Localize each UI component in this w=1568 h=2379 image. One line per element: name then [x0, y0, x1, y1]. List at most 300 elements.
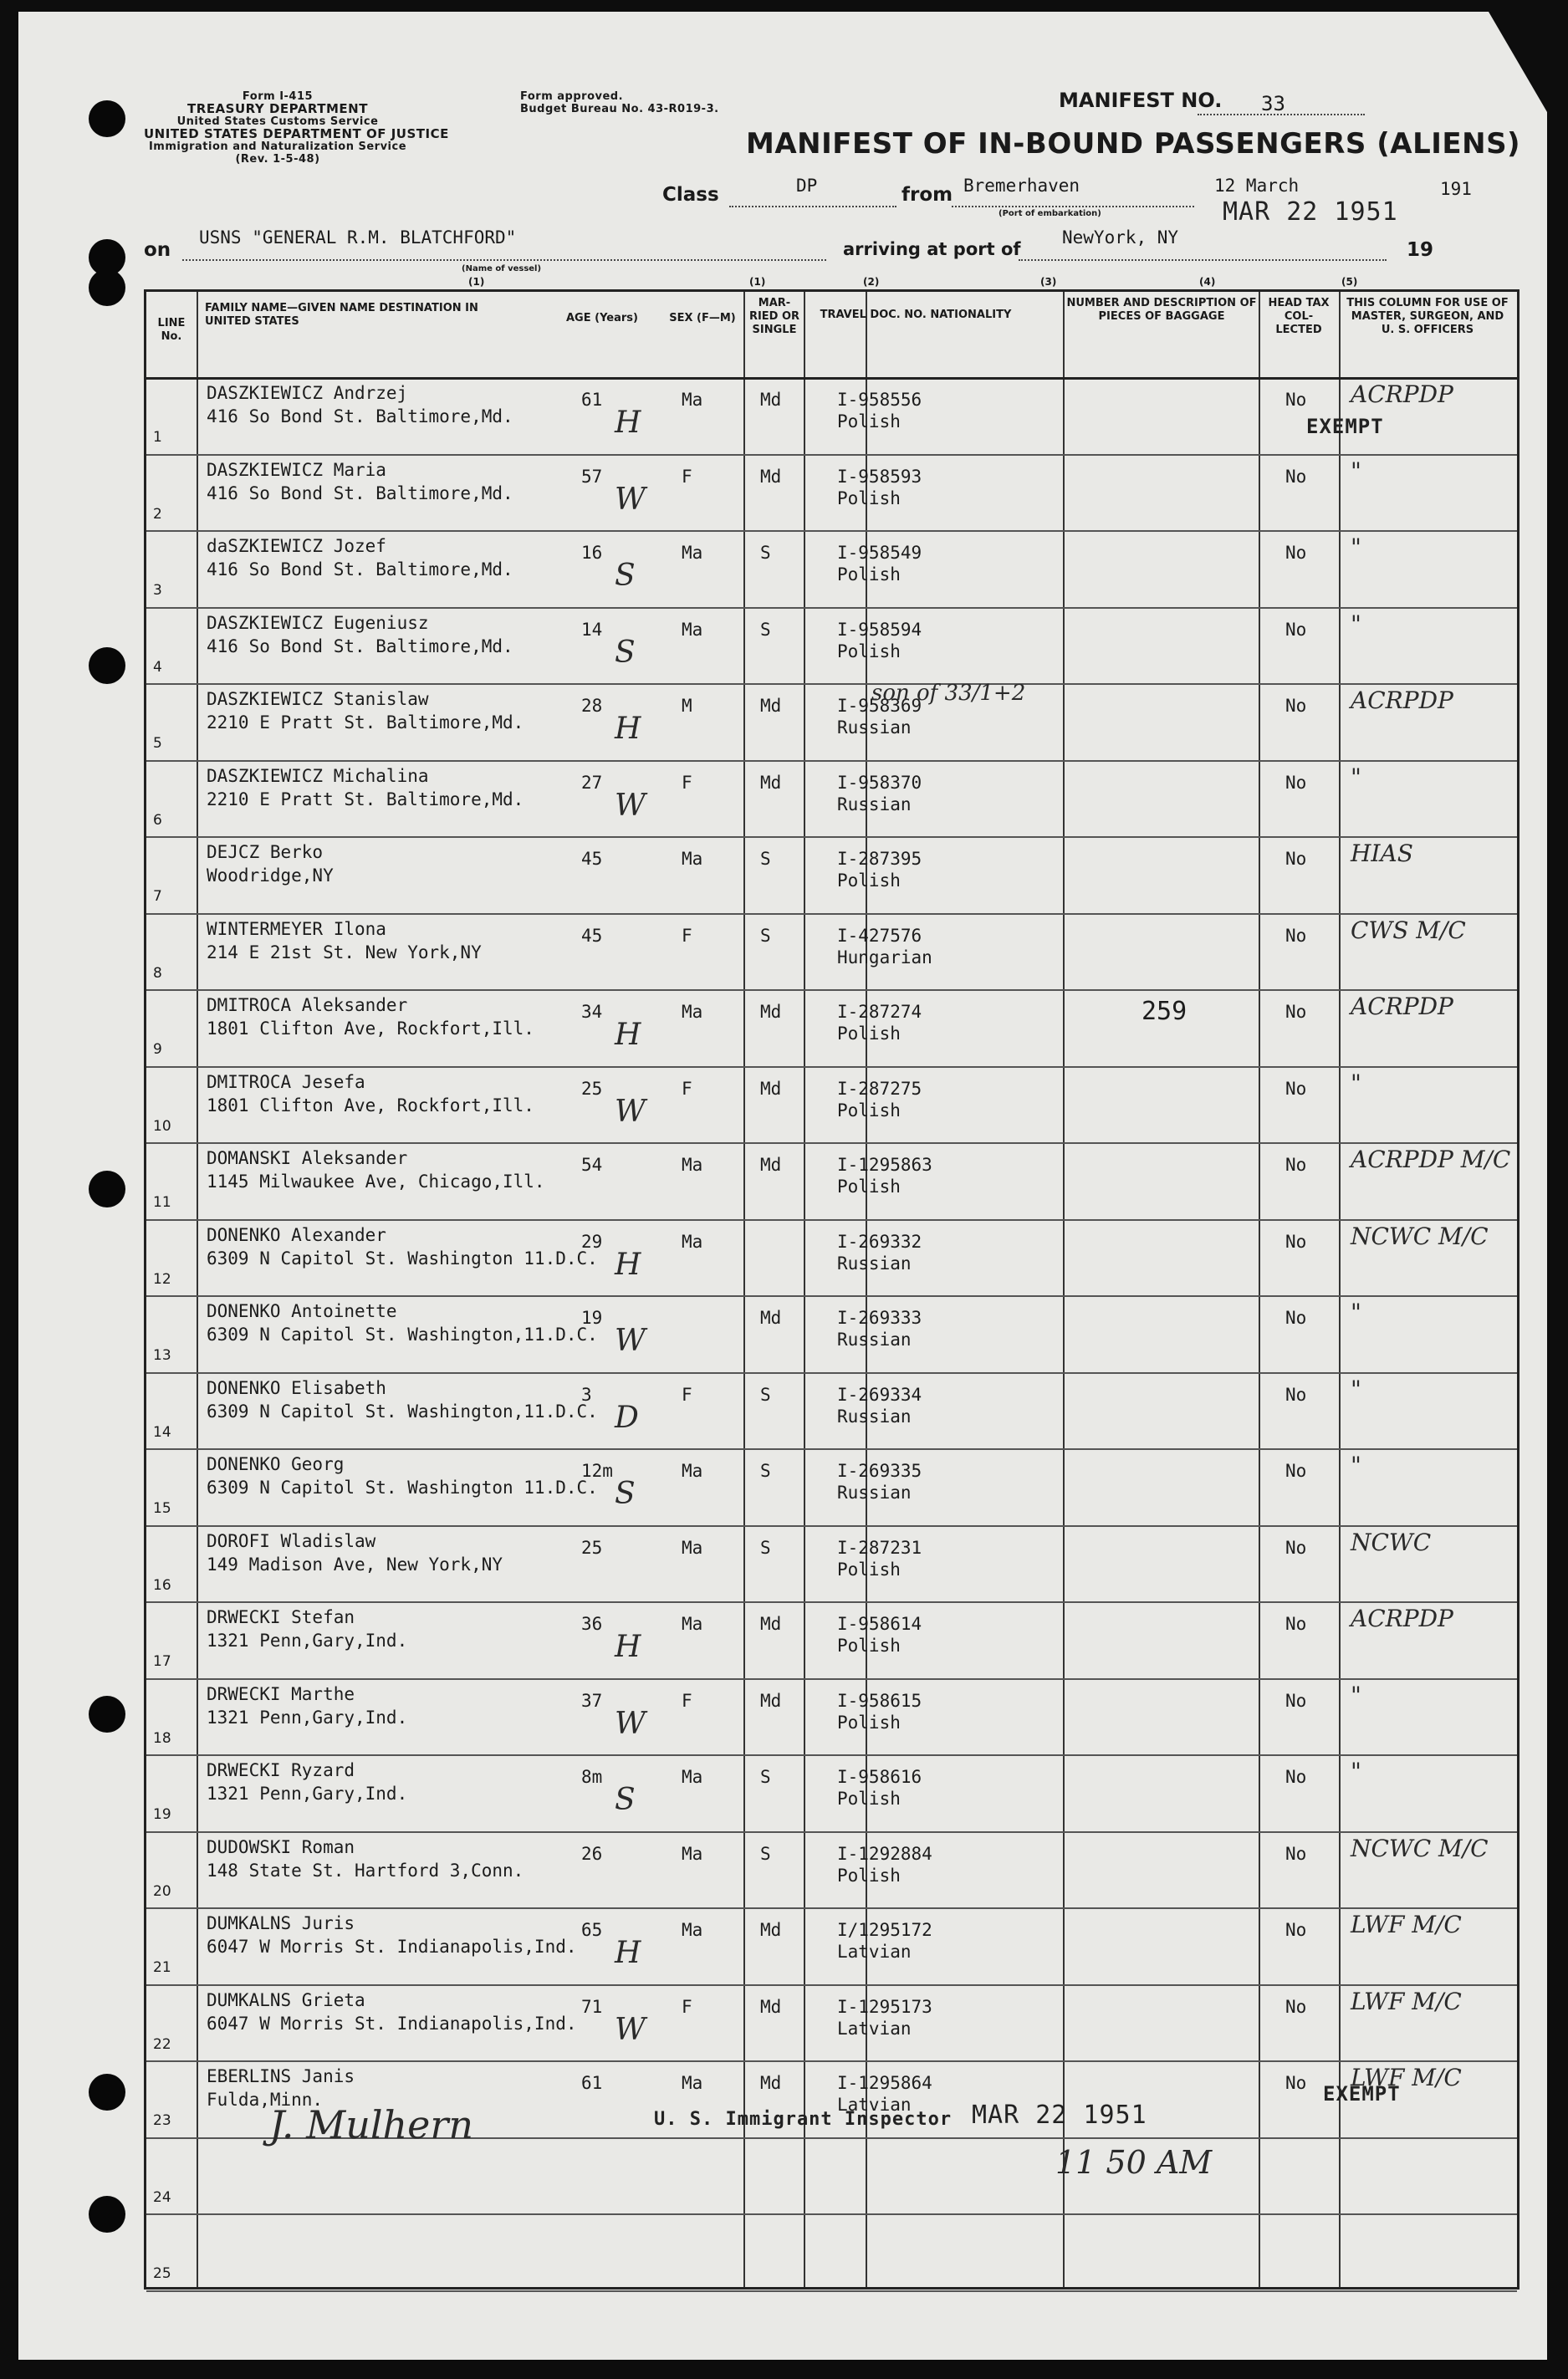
age: 37	[581, 1690, 603, 1711]
age: 45	[581, 849, 603, 869]
officer-note: CWS M/C	[1351, 916, 1466, 944]
officer-note: "	[1351, 1758, 1361, 1785]
punch-hole	[89, 2074, 125, 2111]
travel-doc-no: I-958556	[837, 390, 922, 410]
line-number: 7	[153, 888, 162, 905]
marital-status: Md	[760, 466, 782, 487]
head-tax: No	[1285, 1461, 1307, 1481]
sex: Ma	[682, 2073, 703, 2093]
age: 36	[581, 1614, 603, 1634]
marital-status: Md	[760, 1078, 782, 1099]
class-line	[729, 206, 896, 207]
nationality: Polish	[837, 1177, 901, 1197]
treasury-dept: TREASURY DEPARTMENT	[187, 101, 368, 116]
sex: Ma	[682, 1537, 703, 1558]
nationality: Polish	[837, 564, 901, 585]
travel-doc-no: I-1295173	[837, 1996, 932, 2017]
exempt-stamp: EXEMPT	[1323, 2082, 1401, 2106]
age: 3	[581, 1384, 592, 1405]
table-row	[146, 1142, 1517, 1221]
punch-hole	[89, 1171, 125, 1207]
sex: F	[682, 1384, 692, 1405]
travel-doc-no: I-958614	[837, 1614, 922, 1634]
inspector-mark: W	[615, 1324, 646, 1358]
head-tax: No	[1285, 543, 1307, 563]
header-travel-doc: TRAVEL DOC. NO. NATIONALITY	[820, 309, 1012, 321]
passenger-name: DEJCZ Berko	[207, 842, 324, 862]
travel-doc-no: I-287231	[837, 1537, 922, 1558]
punch-hole	[89, 1696, 125, 1733]
inspector-mark: S	[615, 559, 636, 593]
from-year: 191	[1440, 179, 1472, 199]
from-label: from	[901, 184, 953, 206]
sex: F	[682, 1078, 692, 1099]
age: 54	[581, 1155, 603, 1175]
line-number: 17	[153, 1653, 171, 1670]
officer-note: "	[1351, 1299, 1361, 1326]
marital-status: S	[760, 619, 771, 640]
marital-status: Md	[760, 1996, 782, 2017]
officer-note: NCWC M/C	[1351, 1834, 1489, 1862]
nationality: Polish	[837, 1865, 901, 1886]
table-row	[146, 607, 1517, 686]
passenger-name: DMITROCA Jesefa	[207, 1071, 365, 1092]
sex: Ma	[682, 619, 703, 640]
destination: 1321 Penn,Gary,Ind.	[207, 1784, 408, 1804]
head-tax: No	[1285, 696, 1307, 716]
sex: F	[682, 1996, 692, 2017]
nationality: Polish	[837, 1712, 901, 1733]
officer-note: "	[1351, 1681, 1361, 1709]
table-row	[146, 2137, 1517, 2216]
destination: 1801 Clifton Ave, Rockfort,Ill.	[207, 1018, 534, 1039]
marital-status: Md	[760, 1920, 782, 1940]
sex: Ma	[682, 1231, 703, 1252]
nationality: Russian	[837, 794, 912, 814]
destination: 6047 W Morris St. Indianapolis,Ind.	[207, 1937, 577, 1957]
sex: Ma	[682, 1002, 703, 1022]
table-row	[146, 1525, 1517, 1604]
destination: 2210 E Pratt St. Baltimore,Md.	[207, 789, 524, 809]
table-row	[146, 1448, 1517, 1527]
destination: 1321 Penn,Gary,Ind.	[207, 1707, 408, 1728]
sex: Ma	[682, 1461, 703, 1481]
travel-doc-no: I-287395	[837, 849, 922, 869]
nationality: Polish	[837, 870, 901, 891]
age: 16	[581, 543, 603, 563]
head-tax: No	[1285, 1231, 1307, 1252]
travel-doc-no: I/1295172	[837, 1920, 932, 1940]
col-number: (1)	[468, 276, 485, 288]
sex: Ma	[682, 1843, 703, 1864]
passenger-name: DASZKIEWICZ Eugeniusz	[207, 612, 429, 633]
form-agency-block	[144, 90, 449, 166]
head-tax: No	[1285, 1996, 1307, 2017]
head-tax: No	[1285, 1614, 1307, 1634]
table-row	[146, 683, 1517, 762]
table-header	[146, 292, 1517, 380]
officer-note: ACRPDP	[1351, 993, 1453, 1020]
inspector-mark: H	[615, 1247, 641, 1282]
passenger-name: DOMANSKI Aleksander	[207, 1148, 408, 1168]
travel-doc-no: I-1295863	[837, 1155, 932, 1175]
marital-status: S	[760, 1767, 771, 1787]
travel-doc-no: I-427576	[837, 925, 922, 946]
class-value: DP	[796, 176, 818, 196]
nationality: Russian	[837, 1330, 912, 1350]
line-number: 19	[153, 1806, 171, 1823]
table-row	[146, 1601, 1517, 1680]
travel-doc-no: I-269332	[837, 1231, 922, 1252]
nationality: Russian	[837, 1406, 912, 1427]
col-number: (4)	[1199, 276, 1216, 288]
age: 8m	[581, 1767, 603, 1787]
head-tax: No	[1285, 1690, 1307, 1711]
passenger-name: DRWECKI Stefan	[207, 1607, 355, 1627]
destination: 1145 Milwaukee Ave, Chicago,Ill.	[207, 1172, 545, 1192]
nationality: Polish	[837, 1559, 901, 1580]
head-tax: No	[1285, 1155, 1307, 1175]
destination: 416 So Bond St. Baltimore,Md.	[207, 482, 513, 503]
header-age: AGE (Years)	[566, 312, 638, 324]
destination: 148 State St. Hartford 3,Conn.	[207, 1860, 524, 1881]
sex: F	[682, 772, 692, 793]
destination: 214 E 21st St. New York,NY	[207, 942, 482, 962]
passenger-name: DRWECKI Ryzard	[207, 1760, 355, 1780]
officer-note: NCWC M/C	[1351, 1222, 1489, 1250]
destination: 416 So Bond St. Baltimore,Md.	[207, 559, 513, 579]
punch-hole	[89, 2196, 125, 2233]
head-tax: No	[1285, 1843, 1307, 1864]
exempt-stamp: EXEMPT	[1306, 415, 1384, 438]
travel-doc-no: I-958370	[837, 772, 922, 793]
sex: Ma	[682, 390, 703, 410]
marital-status: Md	[760, 772, 782, 793]
line-number: 4	[153, 658, 162, 676]
table-row	[146, 1907, 1517, 1986]
travel-doc-no: I-269335	[837, 1461, 922, 1481]
passenger-name: DONENKO Antoinette	[207, 1301, 397, 1321]
port-of-arrival: NewYork, NY	[1062, 227, 1179, 248]
page-corner	[1489, 12, 1547, 112]
destination: Fulda,Minn.	[207, 2090, 324, 2110]
table-row	[146, 1984, 1517, 2063]
destination: 1801 Clifton Ave, Rockfort,Ill.	[207, 1095, 534, 1115]
destination: 6047 W Morris St. Indianapolis,Ind.	[207, 2013, 577, 2034]
officer-note: LWF M/C	[1351, 1911, 1462, 1938]
sex: F	[682, 466, 692, 487]
head-tax: No	[1285, 390, 1307, 410]
head-tax: No	[1285, 466, 1307, 487]
line-number: 5	[153, 735, 162, 752]
officer-note: ACRPDP	[1351, 1605, 1453, 1632]
passenger-name: DRWECKI Marthe	[207, 1683, 355, 1704]
age: 57	[581, 466, 603, 487]
punch-hole	[89, 269, 125, 306]
line-number: 18	[153, 1729, 171, 1747]
table-row	[146, 1754, 1517, 1833]
officer-note: ACRPDP M/C	[1351, 1146, 1511, 1173]
inspector-mark: H	[615, 1630, 641, 1664]
line-number: 14	[153, 1423, 171, 1441]
passenger-name: DONENKO Alexander	[207, 1224, 386, 1245]
inspection-time: 11 50 AM	[1055, 2144, 1213, 2181]
destination: 416 So Bond St. Baltimore,Md.	[207, 636, 513, 656]
passenger-name: DUDOWSKI Roman	[207, 1836, 355, 1857]
table-row	[146, 1295, 1517, 1374]
vessel-line	[182, 259, 826, 261]
marital-status: S	[760, 1843, 771, 1864]
age: 61	[581, 390, 603, 410]
from-line	[952, 206, 1194, 207]
sex: M	[682, 696, 692, 716]
inspector-mark: H	[615, 406, 641, 440]
inspector-mark: W	[615, 788, 646, 823]
age: 26	[581, 1843, 603, 1864]
sex: Ma	[682, 1767, 703, 1787]
officer-note: "	[1351, 1375, 1361, 1403]
age: 27	[581, 772, 603, 793]
embark-caption: (Port of embarkation)	[999, 209, 1101, 218]
travel-doc-no: I-958369	[837, 696, 922, 716]
header-officers: THIS COLUMN FOR USE OF MASTER, SURGEON, AND U. S. OFFICERS	[1346, 297, 1509, 336]
arriving-label: arriving at port of	[843, 239, 1021, 259]
marital-status: Md	[760, 2073, 782, 2093]
travel-doc-no: I-1292884	[837, 1843, 932, 1864]
destination: Woodridge,NY	[207, 865, 334, 886]
table-row	[146, 760, 1517, 839]
nationality: Polish	[837, 411, 901, 431]
sex: Ma	[682, 1614, 703, 1634]
passenger-name: EBERLINS Janis	[207, 2066, 355, 2086]
col-number: (1)	[749, 276, 766, 288]
marital-status: S	[760, 543, 771, 563]
line-number: 10	[153, 1117, 171, 1135]
sex: Ma	[682, 849, 703, 869]
marital-status: Md	[760, 390, 782, 410]
header-name: FAMILY NAME—GIVEN NAME DESTINATION IN UNITED STATES	[205, 302, 478, 328]
line-number: 6	[153, 811, 162, 829]
age: 19	[581, 1308, 603, 1328]
marital-status: S	[760, 1461, 771, 1481]
table-row	[146, 836, 1517, 915]
table-row	[146, 913, 1517, 992]
head-tax: No	[1285, 619, 1307, 640]
passenger-name: DASZKIEWICZ Maria	[207, 459, 386, 480]
table-row	[146, 989, 1517, 1068]
passenger-name: WINTERMEYER Ilona	[207, 918, 386, 939]
destination: 416 So Bond St. Baltimore,Md.	[207, 406, 513, 426]
line-number: 1	[153, 429, 162, 446]
baggage: 259	[1142, 997, 1187, 1026]
nationality: Polish	[837, 1636, 901, 1656]
nationality: Russian	[837, 717, 912, 738]
head-tax: No	[1285, 1308, 1307, 1328]
line-number: 11	[153, 1194, 171, 1211]
table-row	[146, 1066, 1517, 1145]
margin-note: son of 33/1+2	[871, 681, 1026, 706]
officer-note: LWF M/C	[1351, 1987, 1462, 2015]
line-number: 21	[153, 1959, 171, 1976]
passenger-name: DASZKIEWICZ Stanislaw	[207, 689, 429, 709]
passenger-name: DUMKALNS Juris	[207, 1913, 355, 1933]
marital-status: Md	[760, 1155, 782, 1175]
age: 71	[581, 1996, 603, 2017]
inspector-mark: S	[615, 1477, 636, 1511]
travel-doc-no: I-1295864	[837, 2073, 932, 2093]
destination: 6309 N Capitol St. Washington 11.D.C.	[207, 1248, 598, 1269]
sex: Ma	[682, 1920, 703, 1940]
head-tax: No	[1285, 1920, 1307, 1940]
inspector-mark: W	[615, 2012, 646, 2047]
officer-note: "	[1351, 1452, 1361, 1479]
form-approved: Form approved.	[520, 90, 624, 103]
line-number: 25	[153, 2265, 171, 2282]
travel-doc-no: I-287274	[837, 1002, 922, 1022]
officer-note: "	[1351, 457, 1361, 485]
inspector-mark: H	[615, 1018, 641, 1052]
destination: 6309 N Capitol St. Washington,11.D.C.	[207, 1325, 598, 1345]
table-row	[146, 530, 1517, 609]
nationality: Polish	[837, 488, 901, 508]
passenger-name: DMITROCA Aleksander	[207, 995, 408, 1015]
table-row	[146, 1678, 1517, 1757]
line-number: 8	[153, 964, 162, 982]
travel-doc-no: I-269334	[837, 1384, 922, 1405]
header-head-tax: HEAD TAX COL- LECTED	[1268, 297, 1330, 336]
col-number: (3)	[1040, 276, 1057, 288]
budget-bureau: Budget Bureau No. 43-R019-3.	[520, 103, 719, 115]
officer-note: "	[1351, 610, 1361, 638]
marital-status: Md	[760, 1002, 782, 1022]
head-tax: No	[1285, 925, 1307, 946]
marital-status: S	[760, 1384, 771, 1405]
col-number: (5)	[1341, 276, 1358, 288]
marital-status: S	[760, 925, 771, 946]
nationality: Russian	[837, 1483, 912, 1503]
table-row	[146, 454, 1517, 533]
officer-note: LWF M/C	[1351, 2064, 1462, 2091]
marital-status: Md	[760, 1690, 782, 1711]
age: 25	[581, 1537, 603, 1558]
head-tax: No	[1285, 849, 1307, 869]
age: 34	[581, 1002, 603, 1022]
destination: 6309 N Capitol St. Washington,11.D.C.	[207, 1401, 598, 1422]
officer-note: HIAS	[1351, 840, 1413, 867]
officer-note: ACRPDP	[1351, 687, 1453, 714]
age: 14	[581, 619, 603, 640]
inspector-mark: W	[615, 1706, 646, 1741]
vessel-caption: (Name of vessel)	[462, 264, 542, 273]
passenger-name: DASZKIEWICZ Michalina	[207, 765, 429, 786]
port-of-embarkation: Bremerhaven	[963, 176, 1080, 196]
vessel-name: USNS "GENERAL R.M. BLATCHFORD"	[199, 227, 517, 248]
revision: (Rev. 1-5-48)	[235, 153, 320, 166]
inspector-mark: S	[615, 635, 636, 670]
inspector-stamp: U. S. Immigrant Inspector	[654, 2109, 953, 2130]
header-baggage: NUMBER AND DESCRIPTION OF PIECES OF BAGGAGE	[1066, 297, 1257, 323]
manifest-no: 33	[1261, 92, 1285, 115]
passenger-name: DUMKALNS Grieta	[207, 1989, 365, 2010]
age: 25	[581, 1078, 603, 1099]
marital-status: S	[760, 849, 771, 869]
marital-status: Md	[760, 1614, 782, 1634]
head-tax: No	[1285, 1002, 1307, 1022]
ins: Immigration and Naturalization Service	[148, 140, 407, 153]
passenger-name: DASZKIEWICZ Andrzej	[207, 383, 408, 403]
travel-doc-no: I-269333	[837, 1308, 922, 1328]
passenger-name: daSZKIEWICZ Jozef	[207, 536, 386, 556]
head-tax: No	[1285, 1078, 1307, 1099]
marital-status: Md	[760, 1308, 782, 1328]
line-number: 2	[153, 505, 162, 523]
nationality: Latvian	[837, 2095, 912, 2115]
destination: 149 Madison Ave, New York,NY	[207, 1554, 503, 1575]
nationality: Polish	[837, 641, 901, 661]
line-number: 24	[153, 2188, 171, 2206]
age: 65	[581, 1920, 603, 1940]
table-row	[146, 1831, 1517, 1910]
marital-status: S	[760, 1537, 771, 1558]
year-label: 19	[1407, 239, 1434, 261]
officer-note: ACRPDP	[1351, 380, 1453, 408]
budget-block	[520, 90, 719, 115]
head-tax: No	[1285, 2073, 1307, 2093]
destination: 6309 N Capitol St. Washington 11.D.C.	[207, 1478, 598, 1498]
line-number: 16	[153, 1576, 171, 1594]
nationality: Polish	[837, 1789, 901, 1809]
line-number: 9	[153, 1041, 162, 1058]
class-label: Class	[662, 184, 719, 206]
officer-note: NCWC	[1351, 1528, 1432, 1556]
inspector-mark: S	[615, 1783, 636, 1817]
nationality: Polish	[837, 1100, 901, 1121]
on-label: on	[144, 239, 171, 261]
travel-doc-no: I-958615	[837, 1690, 922, 1711]
destination: 2210 E Pratt St. Baltimore,Md.	[207, 712, 524, 733]
form-title: MANIFEST OF IN-BOUND PASSENGERS (ALIENS)	[746, 127, 1521, 161]
line-number: 13	[153, 1347, 171, 1364]
nationality: Hungarian	[837, 947, 932, 967]
travel-doc-no: I-958616	[837, 1767, 922, 1787]
travel-doc-no: I-958593	[837, 466, 922, 487]
table-row	[146, 1372, 1517, 1451]
line-number: 20	[153, 1882, 171, 1900]
inspector-mark: H	[615, 712, 641, 746]
age: 29	[581, 1231, 603, 1252]
passenger-name: DONENKO Georg	[207, 1454, 345, 1474]
inspector-signature: J. Mulhern	[269, 2102, 474, 2147]
manifest-page	[18, 12, 1547, 2360]
inspector-date: MAR 22 1951	[972, 2101, 1147, 2130]
marital-status: Md	[760, 696, 782, 716]
head-tax: No	[1285, 1767, 1307, 1787]
header-sex: SEX (F—M)	[669, 312, 736, 324]
from-date: 12 March	[1214, 176, 1300, 196]
head-tax: No	[1285, 1384, 1307, 1405]
passenger-name: DOROFI Wladislaw	[207, 1530, 376, 1551]
line-number: 22	[153, 2035, 171, 2053]
table-row	[146, 1219, 1517, 1298]
sex: Ma	[682, 1155, 703, 1175]
nationality: Latvian	[837, 2018, 912, 2039]
head-tax: No	[1285, 772, 1307, 793]
sex: F	[682, 925, 692, 946]
sex: Ma	[682, 543, 703, 563]
age: 61	[581, 2073, 603, 2093]
nationality: Latvian	[837, 1942, 912, 1962]
header-line-no: LINE No.	[157, 317, 186, 343]
